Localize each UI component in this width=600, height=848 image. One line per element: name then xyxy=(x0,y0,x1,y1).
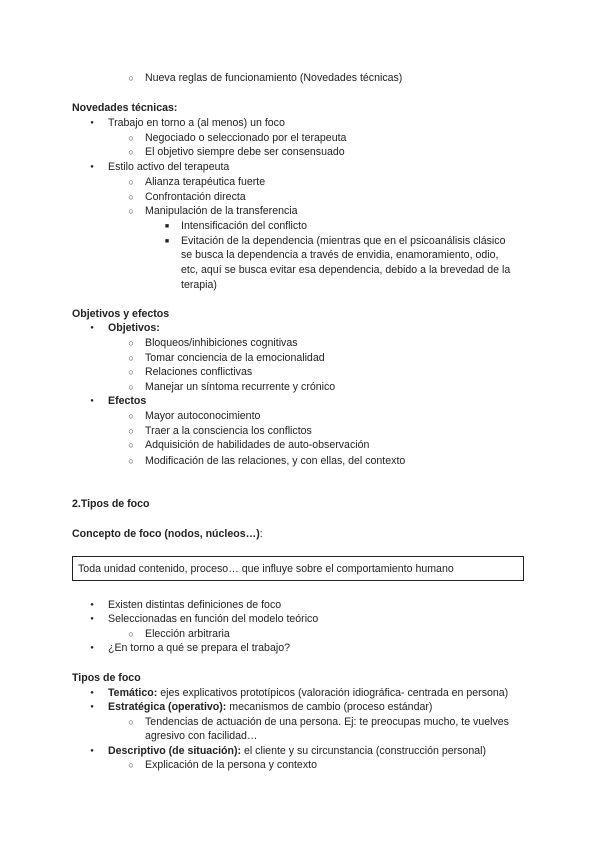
definition-text: Toda unidad contenido, proceso… que influye sobre el comportamiento humano xyxy=(78,563,454,575)
circle-bullet-icon xyxy=(127,409,135,423)
list-item: Bloqueos/inhibiciones cognitivas xyxy=(145,337,298,349)
concepto-colon: : xyxy=(259,528,263,540)
list-item-label: Efectos xyxy=(108,395,147,407)
list-item: Confrontación directa xyxy=(145,191,246,203)
list-item-label: Objetivos: xyxy=(108,322,160,334)
list-item-line: se busca la dependencia a través de envidia, enamoramiento, odio, xyxy=(181,249,499,261)
circle-bullet-icon xyxy=(127,424,135,438)
square-bullet-icon xyxy=(163,234,171,249)
bullet-icon xyxy=(88,700,96,714)
list-item: Modificación de las relaciones, y con ellas, del contexto xyxy=(145,455,406,467)
section-heading-tipos: Tipos de foco xyxy=(72,672,141,684)
list-item: Alianza terapéutica fuerte xyxy=(145,176,266,188)
circle-bullet-icon xyxy=(127,715,135,729)
circle-bullet-icon xyxy=(127,145,135,159)
list-item: Adquisición de habilidades de auto-observación xyxy=(145,439,370,451)
section-heading-novedades: Novedades técnicas: xyxy=(72,102,178,114)
list-item: Intensificación del conflicto xyxy=(181,220,308,232)
circle-bullet-icon xyxy=(127,438,135,452)
circle-bullet-icon xyxy=(127,351,135,365)
bullet-icon xyxy=(88,686,96,700)
list-item: Nueva reglas de funcionamiento (Novedades técnicas) xyxy=(145,72,403,84)
bullet-icon xyxy=(88,116,96,130)
list-item: Manejar un síntoma recurrente y crónico xyxy=(145,381,336,393)
bullet-icon xyxy=(88,744,96,758)
list-item: Tomar conciencia de la emocionalidad xyxy=(145,352,325,364)
list-item-line: Evitación de la dependencia (mientras que en el psicoanálisis clásico xyxy=(181,235,506,247)
list-item-text: el cliente y su circunstancia (construcción personal) xyxy=(241,745,486,757)
square-bullet-icon xyxy=(163,219,171,234)
list-item-label: Temático: xyxy=(108,687,158,699)
list-item: Existen distintas definiciones de foco xyxy=(108,599,282,611)
list-item-label: Estratégica (operativo): xyxy=(108,701,227,713)
list-item-line: etc, aquí se busca evitar esa dependencia, debido a la brevedad de la xyxy=(181,264,511,276)
definition-box xyxy=(72,556,524,581)
circle-bullet-icon xyxy=(127,204,135,218)
list-item: Relaciones conflictivas xyxy=(145,366,253,378)
bullet-icon xyxy=(88,394,96,408)
list-item xyxy=(108,700,432,714)
bullet-icon xyxy=(88,160,96,174)
list-item: Elección arbitraria xyxy=(145,628,230,640)
bullet-icon xyxy=(88,641,96,655)
list-item: Seleccionadas en función del modelo teórico xyxy=(108,613,319,625)
section-title: 2.Tipos de foco xyxy=(72,498,150,510)
list-item: ¿En torno a qué se prepara el trabajo? xyxy=(108,642,290,654)
circle-bullet-icon xyxy=(127,758,135,772)
list-item: El objetivo siempre debe ser consensuado xyxy=(145,146,345,158)
list-item-text: ejes explicativos prototípicos (valoración idiográfica- centrada en persona) xyxy=(157,687,509,699)
circle-bullet-icon xyxy=(127,175,135,189)
circle-bullet-icon xyxy=(127,627,135,641)
concepto-heading xyxy=(72,527,263,541)
list-item-line: terapia) xyxy=(181,279,217,291)
list-item: Traer a la consciencia los conflictos xyxy=(145,425,312,437)
circle-bullet-icon xyxy=(127,336,135,350)
bullet-icon xyxy=(88,598,96,612)
bullet-icon xyxy=(88,612,96,626)
list-item-line: agresivo con facilidad… xyxy=(145,730,258,742)
list-item xyxy=(108,744,486,758)
concepto-heading-text: Concepto de foco (nodos, núcleos…) xyxy=(72,528,260,540)
list-item: Negociado o seleccionado por el terapeuta xyxy=(145,132,347,144)
list-item: Estilo activo del terapeuta xyxy=(108,161,230,173)
list-item: Trabajo en torno a (al menos) un foco xyxy=(108,117,285,129)
section-heading-objetivos: Objetivos y efectos xyxy=(72,308,170,320)
circle-bullet-icon xyxy=(127,71,135,85)
circle-bullet-icon xyxy=(127,190,135,204)
list-item: Mayor autoconocimiento xyxy=(145,410,261,422)
list-item-label: Descriptivo (de situación): xyxy=(108,745,242,757)
list-item: Explicación de la persona y contexto xyxy=(145,759,317,771)
circle-bullet-icon xyxy=(127,454,135,468)
list-item-text: mecanismos de cambio (proceso estándar) xyxy=(226,701,433,713)
bullet-icon xyxy=(88,321,96,335)
list-item: Manipulación de la transferencia xyxy=(145,205,298,217)
circle-bullet-icon xyxy=(127,131,135,145)
circle-bullet-icon xyxy=(127,380,135,394)
circle-bullet-icon xyxy=(127,365,135,379)
list-item xyxy=(108,686,508,700)
list-item-line: Tendencias de actuación de una persona. Ej: te preocupas mucho, te vuelves xyxy=(145,716,509,728)
